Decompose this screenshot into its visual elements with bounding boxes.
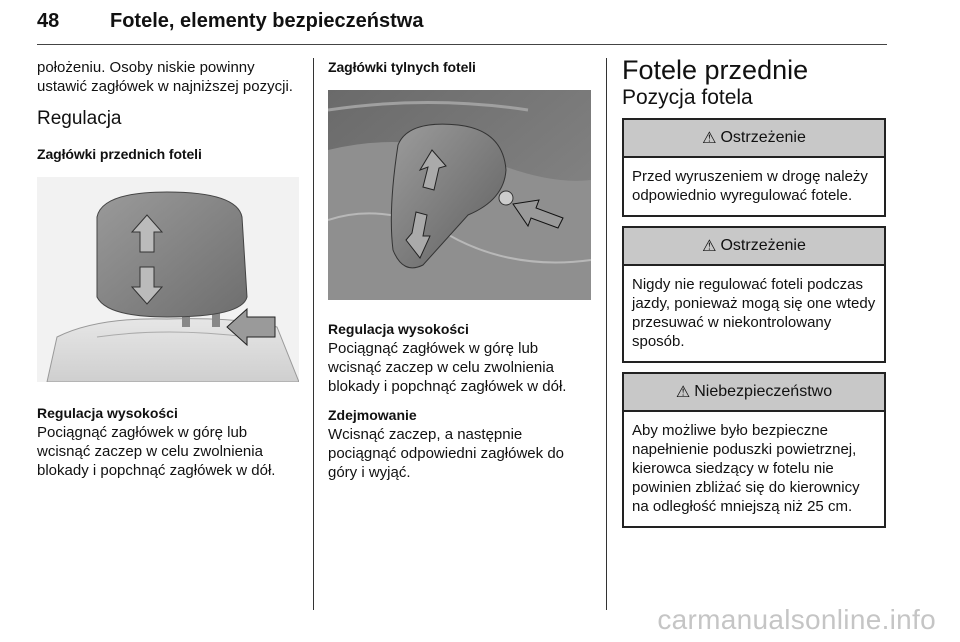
front-headrests-heading: Zagłówki przednich foteli: [37, 146, 202, 162]
column-divider: [313, 58, 314, 610]
warning-box: [622, 118, 886, 217]
rear-height-adjust-text: Pociągnąć zagłówek w górę lub wcisnąć zaczep w celu zwolnienia blokady i popchnąć zagłówek w dół.: [328, 340, 567, 395]
watermark: carmanualsonline.info: [657, 604, 936, 635]
warning-box-text: Nigdy nie regulować foteli podczas jazdy, ponieważ mogą się one wtedy przesuwać w niekontrolowany sposób.: [632, 276, 876, 350]
height-adjust-text: Pociągnąć zagłówek w górę lub wcisnąć zaczep w celu zwolnienia blokady i popchnąć zagłówek w dół.: [37, 424, 276, 479]
intro-text: położeniu. Osoby niskie powinny ustawić zagłówek w najniższej pozycji.: [37, 59, 293, 95]
warning-box-title: Ostrzeżenie: [720, 129, 806, 146]
rear-headrests-heading: Zagłówki tylnych foteli: [328, 59, 476, 75]
rear-height-adjust-title: Regulacja wysokości: [328, 321, 469, 337]
removal-text: Wcisnąć zaczep, a następnie pociągnąć odpowiedni zagłówek do góry i wyjąć.: [328, 426, 565, 481]
rear-headrest-illustration: [328, 90, 591, 300]
seat-position-subtitle: Pozycja fotela: [622, 86, 753, 109]
front-headrest-illustration: [37, 177, 299, 382]
page-title: Fotele, elementy bezpieczeństwa: [110, 10, 424, 32]
warning-triangle-icon: ⚠: [702, 130, 717, 147]
warning-triangle-icon: ⚠: [702, 238, 717, 255]
warning-box-text: Przed wyruszeniem w drogę należy odpowiednio wyregulować fotele.: [632, 168, 868, 204]
page-number: 48: [37, 10, 60, 32]
column-right: [622, 55, 886, 537]
danger-box: [622, 372, 886, 528]
column-middle: [328, 58, 593, 482]
section-heading: Regulacja: [37, 108, 122, 129]
height-adjust-title: Regulacja wysokości: [37, 405, 178, 421]
danger-box-title: Niebezpieczeństwo: [694, 383, 833, 400]
page-header: [37, 6, 887, 45]
removal-title: Zdejmowanie: [328, 407, 417, 423]
warning-box: [622, 226, 886, 363]
danger-box-text: Aby możliwe było bezpieczne napełnienie poduszki powietrznej, kierowca siedzący w fotelu nie powinien zbliżać się do kierownicy na odległość mniejszą niż 25 cm.: [632, 422, 860, 515]
column-divider: [606, 58, 607, 610]
front-seats-title: Fotele przednie: [622, 55, 809, 85]
warning-box-title: Ostrzeżenie: [720, 237, 806, 254]
column-left: [37, 58, 299, 480]
warning-triangle-icon: ⚠: [675, 384, 691, 401]
